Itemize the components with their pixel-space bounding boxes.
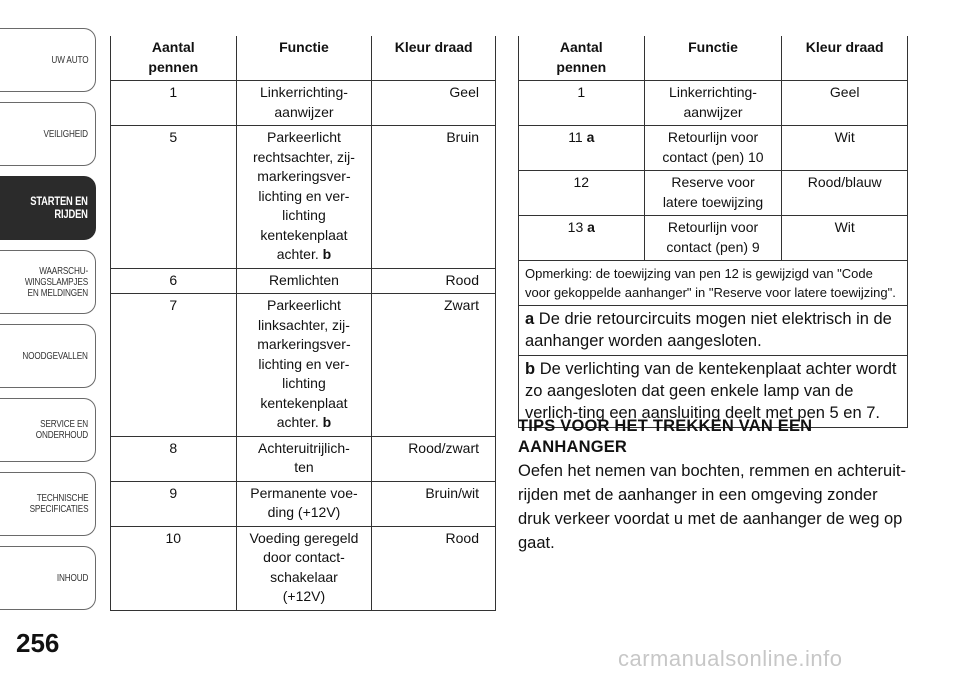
- pin-cell: 7: [111, 294, 237, 437]
- table-row: [111, 81, 496, 126]
- tab-inhoud[interactable]: [0, 546, 96, 610]
- function-cell: Voeding geregeld door contact-schakelaar (+12V): [236, 526, 372, 610]
- table-row: [519, 216, 908, 261]
- function-text: Parkeerlicht linksachter, zij-markeringsver-lichting en ver-lichting kentekenplaat achter.: [257, 297, 351, 430]
- color-cell: Wit: [782, 126, 908, 171]
- table-row: [519, 81, 908, 126]
- color-cell: Rood: [372, 268, 496, 294]
- table-row: [111, 526, 496, 610]
- tab-waarschuwingslampjes[interactable]: [0, 250, 96, 314]
- tab-uw-auto[interactable]: [0, 28, 96, 92]
- color-cell: Wit: [782, 216, 908, 261]
- pin-assignment-table-left: [110, 36, 496, 611]
- section-heading: TIPS VOOR HET TREKKEN VAN EEN AANHANGER: [518, 417, 813, 456]
- function-cell: Permanente voe-ding (+12V): [236, 481, 372, 526]
- function-cell: Remlichten: [236, 268, 372, 294]
- footnote-text: De verlichting van de kentekenplaat achter wordt zo aangesloten dat geen enkele lamp van de verlich-ting een aansluiting deelt met pen 5 en 7.: [525, 360, 897, 422]
- tab-noodgevallen[interactable]: [0, 324, 96, 388]
- tab-label: WAARSCHU- WINGSLAMPJES EN MELDINGEN: [24, 264, 88, 299]
- function-cell: Reserve voor latere toewijzing: [644, 171, 782, 216]
- header-function: Functie: [236, 36, 372, 81]
- header-pins: Aantal pennen: [519, 36, 645, 81]
- color-cell: Geel: [372, 81, 496, 126]
- pin-cell: 10: [111, 526, 237, 610]
- pin-cell: 11 a: [519, 126, 645, 171]
- tab-label: UW AUTO: [51, 53, 88, 66]
- table-row: [111, 436, 496, 481]
- footnote-text: De drie retourcircuits mogen niet elektrisch in de aanhanger worden aangesloten.: [525, 310, 892, 350]
- table-header-row: [111, 36, 496, 81]
- table-row: [519, 171, 908, 216]
- header-color: Kleur draad: [782, 36, 908, 81]
- function-cell: Linkerrichting-aanwijzer: [236, 81, 372, 126]
- tab-veiligheid[interactable]: [0, 102, 96, 166]
- tab-label: VEILIGHEID: [43, 127, 88, 140]
- tab-label: TECHNISCHE SPECIFICATIES: [29, 492, 88, 515]
- color-cell: Rood/zwart: [372, 436, 496, 481]
- header-function: Functie: [644, 36, 782, 81]
- footnote-a: [519, 306, 908, 356]
- table-row: [111, 268, 496, 294]
- function-cell: Retourlijn voor contact (pen) 9: [644, 216, 782, 261]
- tab-service-en-onderhoud[interactable]: [0, 398, 96, 462]
- color-cell: Zwart: [372, 294, 496, 437]
- watermark: carmanualsonline.info: [618, 646, 843, 671]
- section-body: Oefen het nemen van bochten, remmen en achteruit-rijden met de aanhanger in een omgeving zonder druk verkeer voordat u met de aanhanger de weg op gaat.: [518, 462, 906, 552]
- pin-cell: 5: [111, 126, 237, 269]
- pin-cell: 1: [111, 81, 237, 126]
- function-cell: Linkerrichting-aanwijzer: [644, 81, 782, 126]
- footnote-mark: b: [322, 246, 332, 262]
- pin-cell: 8: [111, 436, 237, 481]
- pin-cell: 6: [111, 268, 237, 294]
- tab-label: STARTEN EN RIJDEN: [30, 194, 88, 221]
- function-text: Parkeerlicht rechtsachter, zij-markeringsver-lichting en ver-lichting kentekenplaat achter.: [252, 129, 355, 262]
- footnote-mark: b: [525, 360, 536, 378]
- footnote-mark: a: [587, 219, 595, 235]
- page-number: 256: [16, 628, 60, 658]
- pin-cell: 12: [519, 171, 645, 216]
- remark-row: [519, 261, 908, 306]
- color-cell: Rood: [372, 526, 496, 610]
- color-cell: Rood/blauw: [782, 171, 908, 216]
- header-pins: Aantal pennen: [111, 36, 237, 81]
- tab-starten-en-rijden[interactable]: [0, 176, 96, 240]
- tab-label: SERVICE EN ONDERHOUD: [35, 418, 88, 441]
- footnote-a-row: [519, 306, 908, 356]
- table-row: [111, 126, 496, 269]
- pin-cell: 1: [519, 81, 645, 126]
- footnote-mark: a: [525, 310, 535, 328]
- table-header-row: [519, 36, 908, 81]
- function-cell: [236, 126, 372, 269]
- pin-cell: 13 a: [519, 216, 645, 261]
- function-cell: Achteruitrijlich-ten: [236, 436, 372, 481]
- color-cell: Bruin/wit: [372, 481, 496, 526]
- footnote-mark: b: [322, 414, 332, 430]
- color-cell: Bruin: [372, 126, 496, 269]
- tab-technische-specificaties[interactable]: [0, 472, 96, 536]
- pin-assignment-table-right: [518, 36, 908, 428]
- pin-cell: 9: [111, 481, 237, 526]
- tab-label: NOODGEVALLEN: [22, 349, 88, 362]
- color-cell: Geel: [782, 81, 908, 126]
- function-cell: Retourlijn voor contact (pen) 10: [644, 126, 782, 171]
- footnote-mark: a: [586, 129, 595, 145]
- table-row: [111, 481, 496, 526]
- header-color: Kleur draad: [372, 36, 496, 81]
- table-row: [111, 294, 496, 437]
- tab-label: INHOUD: [56, 571, 88, 584]
- table-row: [519, 126, 908, 171]
- remark-note: Opmerking: de toewijzing van pen 12 is gewijzigd van "Code voor gekoppelde aanhanger" in "Reserve voor latere toewijzing".: [519, 261, 908, 306]
- function-cell: [236, 294, 372, 437]
